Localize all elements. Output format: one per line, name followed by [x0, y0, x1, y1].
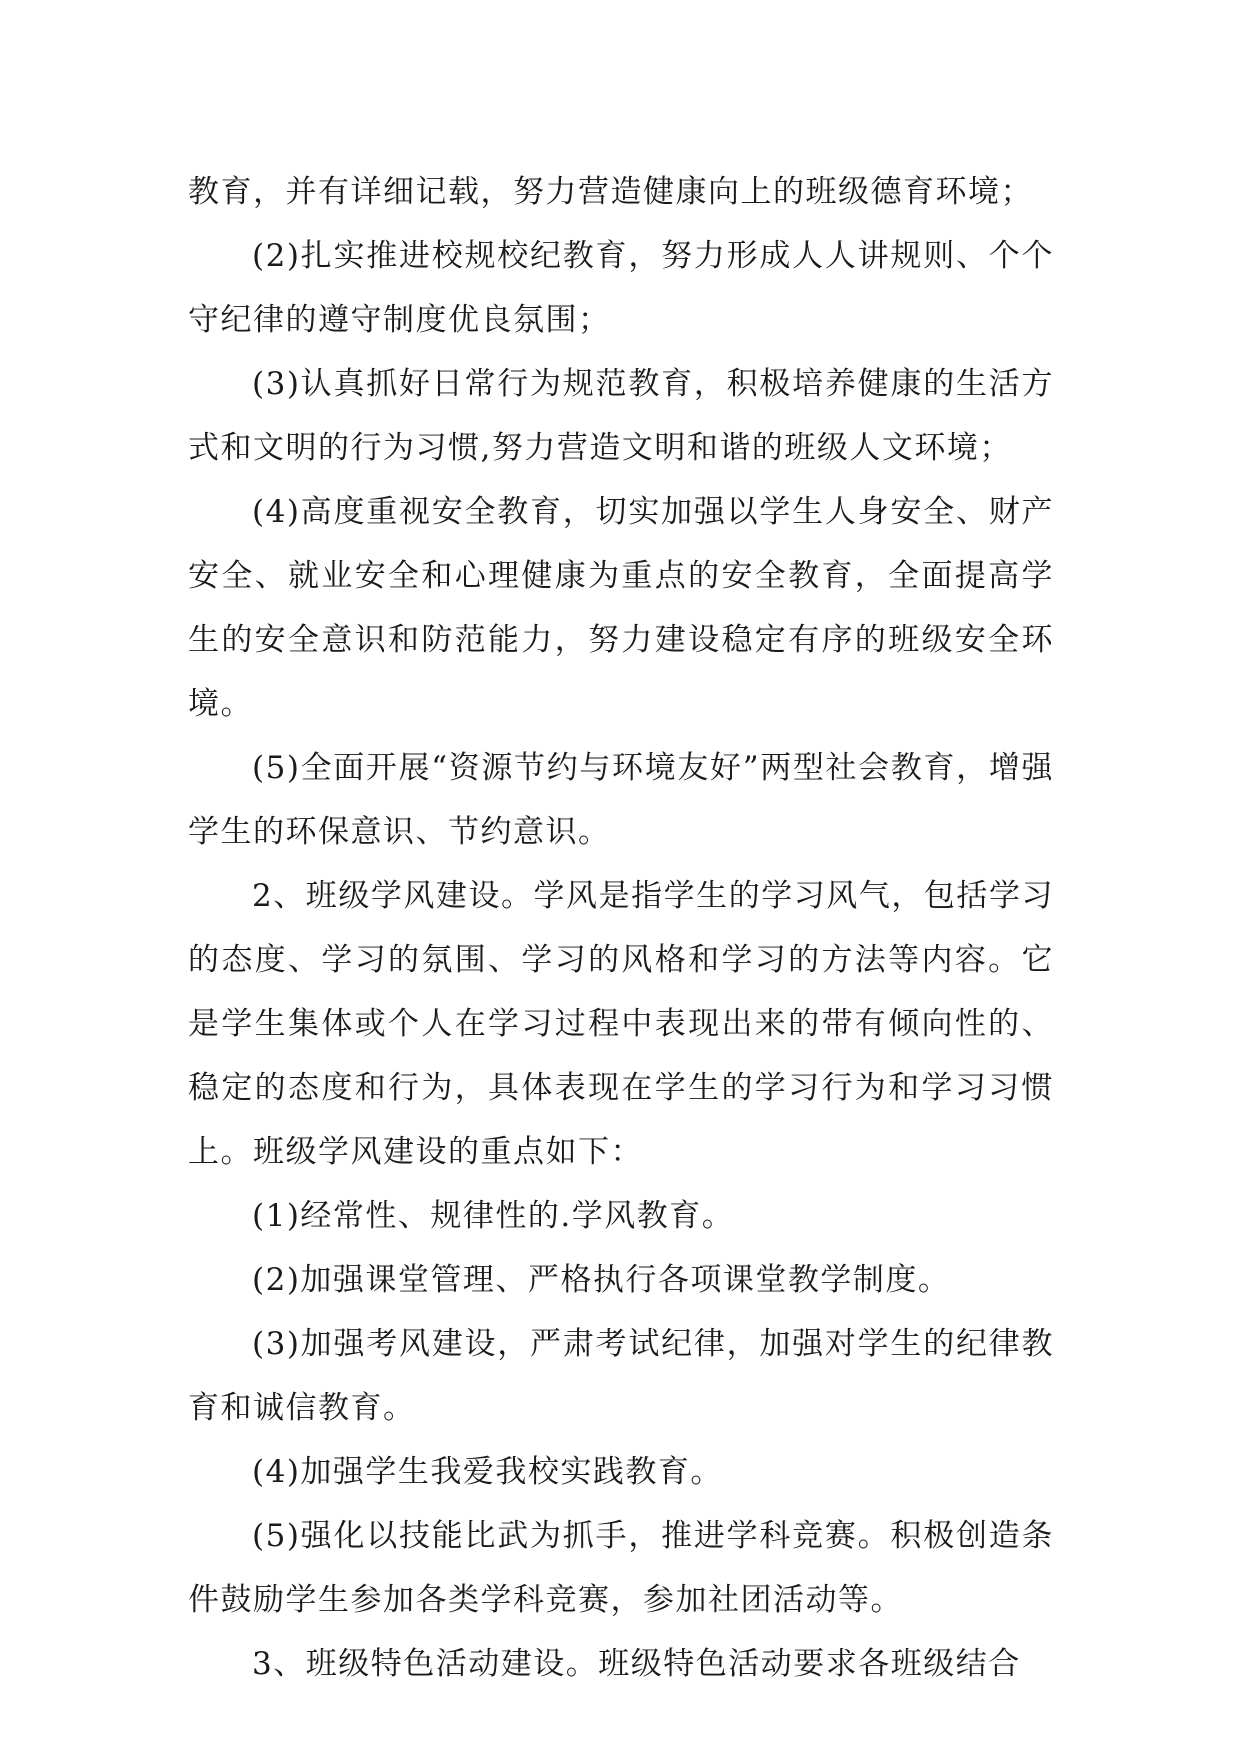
paragraph-study-style-item-3: (3)加强考风建设，严肃考试纪律，加强对学生的纪律教育和诚信教育。 [188, 1326, 1054, 1426]
paragraph-continuation: 教育，并有详细记载，努力营造健康向上的班级德育环境； [188, 174, 1033, 210]
paragraph-study-style-item-2: (2)加强课堂管理、严格执行各项课堂教学制度。 [252, 1262, 951, 1298]
paragraph-study-style-section: 2、班级学风建设。学风是指学生的学习风气，包括学习的态度、学习的氛围、学习的风格和学习的方法等内容。它是学生集体或个人在学习过程中表现出来的带有倾向性的、稳定的态度和行为，具体表现在学生的学习行为和学习习惯上。班级学风建设的重点如下： [188, 878, 1054, 1170]
paragraph-class-activity-section: 3、班级特色活动建设。班级特色活动要求各班级结合 [252, 1646, 1021, 1682]
paragraph-behavior-education: (3)认真抓好日常行为规范教育，积极培养健康的生活方式和文明的行为习惯,努力营造文明和谐的班级人文环境； [188, 366, 1054, 466]
paragraph-discipline-education: (2)扎实推进校规校纪教育，努力形成人人讲规则、个个守纪律的遵守制度优良氛围； [188, 238, 1054, 338]
paragraph-study-style-item-1: (1)经常性、规律性的.学风教育。 [252, 1198, 735, 1234]
paragraph-study-style-item-4: (4)加强学生我爱我校实践教育。 [252, 1454, 723, 1490]
document-body [188, 160, 1054, 1696]
paragraph-study-style-item-5: (5)强化以技能比武为抓手，推进学科竞赛。积极创造条件鼓励学生参加各类学科竞赛，参加社团活动等。 [188, 1518, 1054, 1618]
paragraph-environment-education: (5)全面开展“资源节约与环境友好”两型社会教育，增强学生的环保意识、节约意识。 [188, 750, 1054, 850]
paragraph-safety-education: (4)高度重视安全教育，切实加强以学生人身安全、财产安全、就业安全和心理健康为重点的安全教育，全面提高学生的安全意识和防范能力，努力建设稳定有序的班级安全环境。 [188, 494, 1054, 722]
